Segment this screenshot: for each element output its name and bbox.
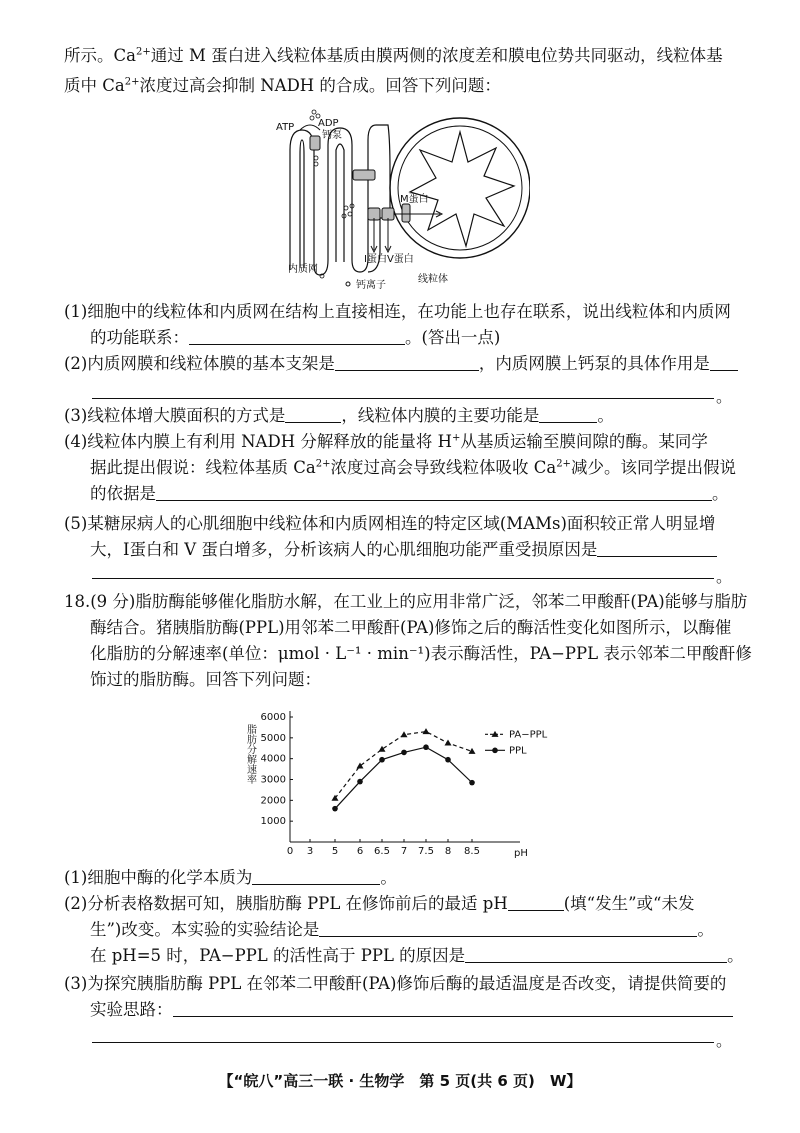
q17-4-line-1: (4)线粒体内膜上有利用 NADH 分解释放的能量将 H+从基质运输至膜间隙的酶。某同学 (64, 432, 708, 451)
q17-5-line-1: (5)某糖尿病人的心肌细胞中线粒体和内质网相连的特定区域(MAMs)面积较正常人明显增 (64, 514, 716, 533)
y-tick-label: 4000 (260, 753, 286, 765)
data-point (379, 746, 386, 752)
q18-2-line-3: 在 pH=5 时，PA−PPL 的活性高于 PPL 的原因是 。 (90, 946, 744, 965)
mito-er-diagram (270, 100, 530, 292)
answer-blank[interactable] (319, 918, 697, 937)
legend-marker (492, 748, 498, 754)
answer-blank[interactable] (597, 538, 717, 557)
intro-line-1: 所示。$Ca^{2+}$通过 M 蛋白进入线粒体基质由膜两侧的浓度差和膜电位势共同驱动，线粒体基 (64, 46, 723, 65)
q18-2-line-1: (2)分析表格数据可知，胰脂肪酶 PPL 在修饰前后的最适 pH (填“发生”或“未发 (64, 894, 695, 913)
data-point (401, 750, 407, 756)
data-point (469, 780, 475, 786)
x-tick-label: 8.5 (464, 846, 480, 857)
answer-line[interactable] (92, 1042, 714, 1043)
label-atp: ATP (276, 122, 295, 133)
y-tick-label: 1000 (260, 816, 286, 828)
q17-5-line-2: 大，Ⅰ蛋白和 Ⅴ 蛋白增多，分析该病人的心肌细胞功能严重受损原因是 (90, 538, 730, 562)
q17-4-line-2: 据此提出假说：线粒体基质 $Ca^{2+}$浓度过高会导致线粒体吸收 $Ca^{2+}$减少。该同学提出假说 (90, 458, 736, 477)
legend-label: PA−PPL (509, 729, 548, 741)
answer-blank[interactable] (465, 944, 727, 963)
page-footer: 【“皖八”高三一联 · 生物学 第 5 页(共 6 页) W】 (218, 1072, 582, 1090)
answer-blank[interactable] (189, 326, 405, 345)
q18-1-line: (1)细胞中酶的化学本质为 。 (64, 868, 397, 887)
x-tick-label: 0 (286, 846, 294, 857)
label-calcium-ion: 钙离子 (356, 280, 386, 291)
m-protein (402, 204, 410, 222)
x-tick-label: 6.5 (374, 846, 390, 857)
series-line (335, 732, 472, 799)
x-axis-label: pH (514, 848, 528, 859)
q17-1-line-1: (1)细胞中的线粒体和内质网在结构上直接相连，在功能上也存在联系，说出线粒体和内质网 (64, 302, 731, 321)
answer-blank[interactable] (710, 352, 738, 371)
label-i-v-protein: Ⅰ蛋白Ⅴ蛋白 (364, 254, 414, 265)
intro-line-2: 质中 $Ca^{2+}$浓度过高会抑制 NADH 的合成。回答下列问题： (64, 76, 501, 95)
legend-ion-icon (346, 282, 350, 286)
q18-stem-line-2: 酶结合。猪胰脂肪酶(PPL)用邻苯二甲酸酐(PA)修饰之后的酶活性变化如图所示，以酶催 (90, 618, 732, 637)
x-tick-label: 7 (400, 846, 408, 857)
y-tick-label: 6000 (260, 712, 286, 723)
answer-blank[interactable] (156, 482, 712, 501)
q18-3-line-2: 实验思路： (90, 998, 730, 1022)
q17-1-line-2: 的功能联系： 。(答出一点) (90, 328, 501, 347)
data-point (423, 744, 429, 750)
answer-line[interactable] (92, 578, 714, 579)
data-point (401, 731, 408, 737)
enzyme-activity-chart (240, 702, 560, 862)
q18-stem-line-3: 化脂肪的分解速率(单位：μmol · L⁻¹ · min⁻¹)表示酶活性，PA−PPL 表示邻苯二甲酸酐修 (90, 644, 752, 663)
data-point (357, 779, 363, 785)
label-er: 内质网 (288, 264, 318, 275)
data-point (332, 806, 338, 812)
y-tick-label: 5000 (260, 732, 286, 744)
answer-blank[interactable] (252, 866, 380, 885)
answer-blank[interactable] (335, 352, 479, 371)
y-tick-label: 3000 (260, 774, 286, 786)
label-calcium-pump: 钙泵 (322, 130, 342, 141)
q17-3-line: (3)线粒体增大膜面积的方式是 ，线粒体内膜的主要功能是 。 (64, 406, 614, 425)
data-point (445, 757, 451, 763)
contact-protein (353, 170, 375, 180)
er-membrane (290, 125, 390, 275)
answer-line[interactable] (92, 398, 714, 399)
q18-3-line-1: (3)为探究胰脂肪酶 PPL 在邻苯二甲酸酐(PA)修饰后酶的最适温度是否改变，请提供简要的 (64, 974, 727, 993)
answer-line-end: 。 (716, 1031, 733, 1050)
q18-stem-line-4: 饰过的脂肪酶。回答下列问题： (90, 670, 321, 689)
answer-line-end: 。 (716, 567, 733, 586)
q17-4-line-3: 的依据是 。 (90, 484, 729, 503)
series-line (335, 747, 472, 808)
x-tick-label: 6 (356, 846, 364, 857)
q18-stem-line-1: 18.(9 分)脂肪酶能够催化脂肪水解，在工业上的应用非常广泛，邻苯二甲酸酐(PA)能够与脂肪 (64, 592, 748, 611)
label-mitochondrion: 线粒体 (418, 274, 448, 285)
answer-blank[interactable] (539, 404, 597, 423)
label-m-protein: M蛋白 (400, 194, 429, 205)
cristae (410, 132, 514, 246)
legend-label: PPL (509, 745, 527, 757)
arrows (300, 125, 442, 252)
data-point (445, 740, 452, 746)
q17-2-line-1: (2)内质网膜和线粒体膜的基本支架是 ，内质网膜上钙泵的具体作用是 (64, 352, 734, 376)
data-point (423, 728, 430, 734)
label-adp: ADP (318, 118, 339, 129)
answer-blank[interactable] (285, 404, 341, 423)
data-point (379, 757, 385, 763)
y-tick-label: 2000 (260, 795, 286, 807)
y-axis-label: 脂肪分解速率 (244, 724, 256, 784)
x-tick-label: 5 (331, 846, 339, 857)
answer-blank[interactable] (508, 892, 564, 911)
answer-blank[interactable] (173, 998, 733, 1017)
x-tick-label: 7.5 (418, 846, 434, 857)
q18-2-line-2: 生”)改变。本实验的实验结论是 。 (90, 920, 714, 939)
x-tick-label: 8 (444, 846, 452, 857)
calcium-pump (310, 136, 320, 150)
answer-line-end: 。 (716, 387, 733, 406)
x-tick-label: 3 (306, 846, 314, 857)
